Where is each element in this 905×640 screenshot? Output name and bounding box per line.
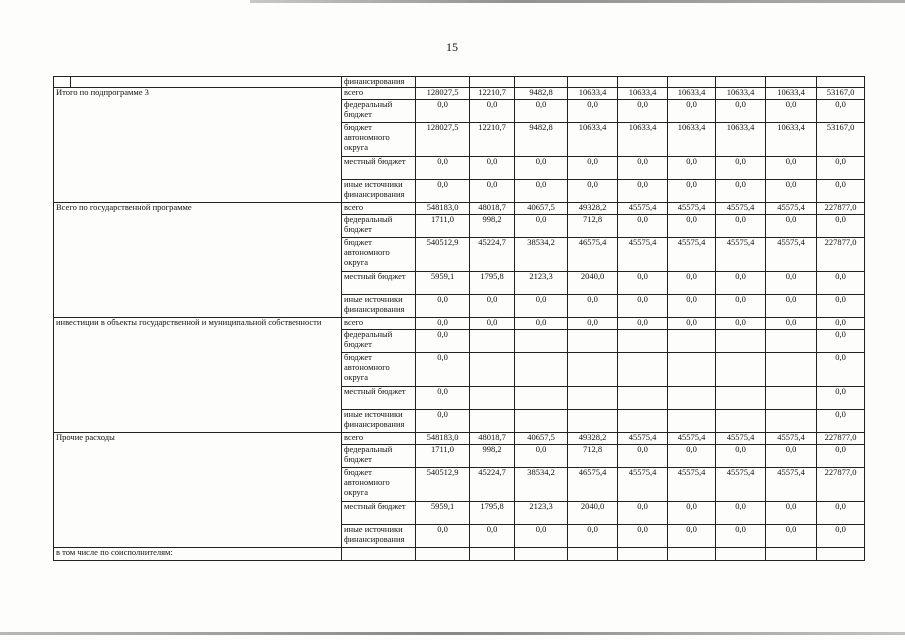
value-cell: 0,0 <box>817 445 865 468</box>
value-cell: 45575,4 <box>716 433 766 445</box>
value-cell <box>766 548 817 561</box>
value-cell <box>716 77 766 88</box>
value-cell: 45224,7 <box>470 238 515 272</box>
value-cell: 0,0 <box>416 157 470 180</box>
value-cell <box>618 330 668 353</box>
value-cell: 0,0 <box>668 318 716 330</box>
value-cell: 0,0 <box>618 215 668 238</box>
value-cell: 1711,0 <box>416 445 470 468</box>
value-cell: 45575,4 <box>618 433 668 445</box>
value-cell: 0,0 <box>568 295 618 318</box>
source-cell: всего <box>342 433 416 445</box>
value-cell: 45575,4 <box>668 468 716 502</box>
value-cell: 0,0 <box>668 157 716 180</box>
value-cell: 0,0 <box>470 180 515 203</box>
value-cell: 5959,1 <box>416 502 470 525</box>
value-cell: 0,0 <box>668 525 716 548</box>
value-cell: 0,0 <box>568 180 618 203</box>
value-cell: 53167,0 <box>817 123 865 157</box>
source-cell: федеральный бюджет <box>342 100 416 123</box>
value-cell: 45224,7 <box>470 468 515 502</box>
co-executors-label: в том числе по соисполнителям: <box>54 548 342 561</box>
value-cell: 2123,3 <box>515 272 568 295</box>
value-cell <box>618 77 668 88</box>
section-title: инвестиции в объекты государственной и муниципальной собственности <box>54 318 342 433</box>
value-cell: 0,0 <box>515 525 568 548</box>
value-cell: 227877,0 <box>817 468 865 502</box>
section-title: Итого по подпрограмме 3 <box>54 88 342 203</box>
section-title: Всего по государственной программе <box>54 203 342 318</box>
value-cell: 0,0 <box>668 215 716 238</box>
value-cell: 46575,4 <box>568 468 618 502</box>
value-cell: 0,0 <box>668 272 716 295</box>
value-cell: 0,0 <box>817 180 865 203</box>
value-cell: 0,0 <box>716 157 766 180</box>
value-cell: 0,0 <box>515 445 568 468</box>
table-row-continuation <box>54 77 865 88</box>
value-cell: 1795,8 <box>470 272 515 295</box>
value-cell: 45575,4 <box>766 468 817 502</box>
value-cell: 712,8 <box>568 215 618 238</box>
value-cell: 0,0 <box>766 502 817 525</box>
value-cell <box>470 330 515 353</box>
value-cell: 0,0 <box>716 525 766 548</box>
value-cell: 45575,4 <box>766 433 817 445</box>
value-cell: 0,0 <box>716 445 766 468</box>
value-cell: 0,0 <box>766 215 817 238</box>
value-cell: 0,0 <box>817 525 865 548</box>
value-cell <box>668 77 716 88</box>
value-cell <box>470 77 515 88</box>
value-cell: 0,0 <box>568 525 618 548</box>
value-cell: 128027,5 <box>416 123 470 157</box>
value-cell: 0,0 <box>766 180 817 203</box>
value-cell: 0,0 <box>618 272 668 295</box>
value-cell: 0,0 <box>766 318 817 330</box>
value-cell: 540512,9 <box>416 468 470 502</box>
source-cell: всего <box>342 318 416 330</box>
value-cell <box>668 353 716 387</box>
value-cell <box>515 387 568 410</box>
value-cell: 0,0 <box>766 525 817 548</box>
source-cell: федеральный бюджет <box>342 215 416 238</box>
source-cell: федеральный бюджет <box>342 445 416 468</box>
value-cell: 0,0 <box>470 100 515 123</box>
source-cell: бюджет автономного округа <box>342 123 416 157</box>
value-cell: 998,2 <box>470 445 515 468</box>
value-cell: 1795,8 <box>470 502 515 525</box>
value-cell: 0,0 <box>817 502 865 525</box>
value-cell: 0,0 <box>416 387 470 410</box>
source-cell: иные источники финансирования <box>342 180 416 203</box>
value-cell: 45575,4 <box>618 468 668 502</box>
value-cell <box>817 548 865 561</box>
value-cell: 10633,4 <box>766 123 817 157</box>
value-cell: 0,0 <box>470 525 515 548</box>
value-cell <box>618 548 668 561</box>
value-cell <box>470 410 515 433</box>
value-cell: 12210,7 <box>470 123 515 157</box>
table-row <box>54 318 865 330</box>
value-cell: 45575,4 <box>668 203 716 215</box>
page-number: 15 <box>446 40 458 54</box>
value-cell: 10633,4 <box>716 123 766 157</box>
value-cell: 0,0 <box>618 445 668 468</box>
value-cell: 0,0 <box>817 295 865 318</box>
source-cell: иные источники финансирования <box>342 410 416 433</box>
value-cell <box>766 387 817 410</box>
table-row <box>54 203 865 215</box>
value-cell: 227877,0 <box>817 433 865 445</box>
value-cell <box>668 410 716 433</box>
value-cell: 38534,2 <box>515 238 568 272</box>
value-cell <box>568 330 618 353</box>
value-cell: 227877,0 <box>817 238 865 272</box>
value-cell: 10633,4 <box>618 123 668 157</box>
value-cell: 10633,4 <box>716 88 766 100</box>
value-cell: 45575,4 <box>716 203 766 215</box>
value-cell <box>515 77 568 88</box>
value-cell: 0,0 <box>817 272 865 295</box>
value-cell: 45575,4 <box>618 203 668 215</box>
value-cell: 0,0 <box>618 525 668 548</box>
value-cell <box>618 387 668 410</box>
section-title: Прочие расходы <box>54 433 342 548</box>
value-cell <box>568 387 618 410</box>
value-cell: 10633,4 <box>668 88 716 100</box>
value-cell: 0,0 <box>416 180 470 203</box>
value-cell: 0,0 <box>716 272 766 295</box>
value-cell: 0,0 <box>416 295 470 318</box>
value-cell: 998,2 <box>470 215 515 238</box>
budget-table <box>53 76 865 561</box>
value-cell: 45575,4 <box>766 238 817 272</box>
value-cell: 0,0 <box>618 318 668 330</box>
value-cell: 0,0 <box>716 215 766 238</box>
value-cell: 0,0 <box>618 180 668 203</box>
source-cell: бюджет автономного округа <box>342 353 416 387</box>
value-cell: 45575,4 <box>668 433 716 445</box>
value-cell: 540512,9 <box>416 238 470 272</box>
value-cell <box>766 77 817 88</box>
value-cell: 0,0 <box>416 318 470 330</box>
value-cell: 0,0 <box>668 295 716 318</box>
value-cell: 0,0 <box>766 295 817 318</box>
value-cell <box>668 387 716 410</box>
value-cell: 0,0 <box>766 100 817 123</box>
value-cell <box>568 353 618 387</box>
value-cell <box>515 353 568 387</box>
value-cell: 0,0 <box>766 157 817 180</box>
value-cell <box>668 548 716 561</box>
value-cell: 0,0 <box>716 180 766 203</box>
value-cell <box>568 548 618 561</box>
value-cell: 9482,8 <box>515 88 568 100</box>
value-cell: 10633,4 <box>568 88 618 100</box>
value-cell: 0,0 <box>817 100 865 123</box>
value-cell <box>618 353 668 387</box>
value-cell: 0,0 <box>416 410 470 433</box>
value-cell: 0,0 <box>618 502 668 525</box>
value-cell: 0,0 <box>817 410 865 433</box>
value-cell: 5959,1 <box>416 272 470 295</box>
value-cell: 48018,7 <box>470 203 515 215</box>
value-cell: 0,0 <box>470 295 515 318</box>
value-cell: 10633,4 <box>766 88 817 100</box>
value-cell: 0,0 <box>470 157 515 180</box>
value-cell <box>470 548 515 561</box>
value-cell: 45575,4 <box>668 238 716 272</box>
value-cell: 548183,0 <box>416 433 470 445</box>
label-cell <box>54 77 342 88</box>
value-cell <box>515 548 568 561</box>
value-cell: 53167,0 <box>817 88 865 100</box>
value-cell: 0,0 <box>515 295 568 318</box>
source-cell: финансирования <box>342 77 416 88</box>
value-cell: 0,0 <box>618 100 668 123</box>
value-cell: 38534,2 <box>515 468 568 502</box>
value-cell: 2123,3 <box>515 502 568 525</box>
value-cell: 9482,8 <box>515 123 568 157</box>
value-cell: 0,0 <box>568 318 618 330</box>
value-cell: 0,0 <box>668 445 716 468</box>
value-cell <box>515 330 568 353</box>
value-cell <box>766 330 817 353</box>
value-cell: 0,0 <box>416 525 470 548</box>
value-cell: 128027,5 <box>416 88 470 100</box>
value-cell: 0,0 <box>515 318 568 330</box>
value-cell <box>716 548 766 561</box>
value-cell: 10633,4 <box>668 123 716 157</box>
value-cell: 0,0 <box>618 157 668 180</box>
value-cell: 2040,0 <box>568 502 618 525</box>
value-cell: 2040,0 <box>568 272 618 295</box>
source-cell: местный бюджет <box>342 272 416 295</box>
value-cell: 45575,4 <box>716 238 766 272</box>
value-cell: 49328,2 <box>568 203 618 215</box>
value-cell <box>568 410 618 433</box>
value-cell: 45575,4 <box>716 468 766 502</box>
value-cell: 0,0 <box>515 215 568 238</box>
value-cell: 0,0 <box>515 157 568 180</box>
value-cell: 0,0 <box>470 318 515 330</box>
value-cell <box>766 353 817 387</box>
value-cell: 40657,5 <box>515 203 568 215</box>
value-cell <box>716 387 766 410</box>
value-cell: 0,0 <box>817 330 865 353</box>
value-cell: 0,0 <box>716 295 766 318</box>
source-cell <box>342 548 416 561</box>
table-row <box>54 433 865 445</box>
value-cell: 0,0 <box>716 100 766 123</box>
value-cell: 0,0 <box>817 387 865 410</box>
value-cell <box>416 77 470 88</box>
source-cell: бюджет автономного округа <box>342 468 416 502</box>
value-cell: 12210,7 <box>470 88 515 100</box>
source-cell: федеральный бюджет <box>342 330 416 353</box>
value-cell: 48018,7 <box>470 433 515 445</box>
value-cell <box>568 77 618 88</box>
value-cell: 0,0 <box>515 100 568 123</box>
value-cell: 0,0 <box>668 502 716 525</box>
value-cell: 40657,5 <box>515 433 568 445</box>
value-cell: 0,0 <box>668 180 716 203</box>
value-cell: 0,0 <box>766 272 817 295</box>
value-cell <box>515 410 568 433</box>
value-cell: 0,0 <box>817 353 865 387</box>
value-cell: 0,0 <box>416 353 470 387</box>
table-row <box>54 88 865 100</box>
value-cell: 10633,4 <box>618 88 668 100</box>
value-cell: 0,0 <box>716 502 766 525</box>
scan-edge-bottom <box>0 632 905 635</box>
source-cell: всего <box>342 203 416 215</box>
value-cell <box>716 330 766 353</box>
value-cell: 0,0 <box>817 157 865 180</box>
source-cell: местный бюджет <box>342 502 416 525</box>
value-cell: 0,0 <box>766 445 817 468</box>
value-cell: 0,0 <box>618 295 668 318</box>
value-cell <box>416 548 470 561</box>
value-cell: 227877,0 <box>817 203 865 215</box>
source-cell: местный бюджет <box>342 157 416 180</box>
value-cell <box>618 410 668 433</box>
value-cell <box>716 353 766 387</box>
value-cell: 49328,2 <box>568 433 618 445</box>
value-cell: 0,0 <box>515 180 568 203</box>
scan-edge-top <box>250 0 905 3</box>
source-cell: иные источники финансирования <box>342 525 416 548</box>
value-cell: 1711,0 <box>416 215 470 238</box>
source-cell: местный бюджет <box>342 387 416 410</box>
value-cell <box>817 77 865 88</box>
value-cell <box>716 410 766 433</box>
value-cell: 0,0 <box>716 318 766 330</box>
value-cell: 0,0 <box>817 215 865 238</box>
value-cell: 10633,4 <box>568 123 618 157</box>
source-cell: бюджет автономного округа <box>342 238 416 272</box>
value-cell <box>470 387 515 410</box>
value-cell <box>668 330 716 353</box>
table-row-footer <box>54 548 865 561</box>
value-cell <box>470 353 515 387</box>
value-cell: 0,0 <box>668 100 716 123</box>
value-cell <box>766 410 817 433</box>
source-cell: иные источники финансирования <box>342 295 416 318</box>
value-cell: 0,0 <box>568 157 618 180</box>
source-cell: всего <box>342 88 416 100</box>
value-cell: 46575,4 <box>568 238 618 272</box>
value-cell: 0,0 <box>416 100 470 123</box>
value-cell: 712,8 <box>568 445 618 468</box>
value-cell: 0,0 <box>817 318 865 330</box>
value-cell: 0,0 <box>568 100 618 123</box>
value-cell: 45575,4 <box>766 203 817 215</box>
value-cell: 45575,4 <box>618 238 668 272</box>
value-cell: 0,0 <box>416 330 470 353</box>
value-cell: 548183,0 <box>416 203 470 215</box>
